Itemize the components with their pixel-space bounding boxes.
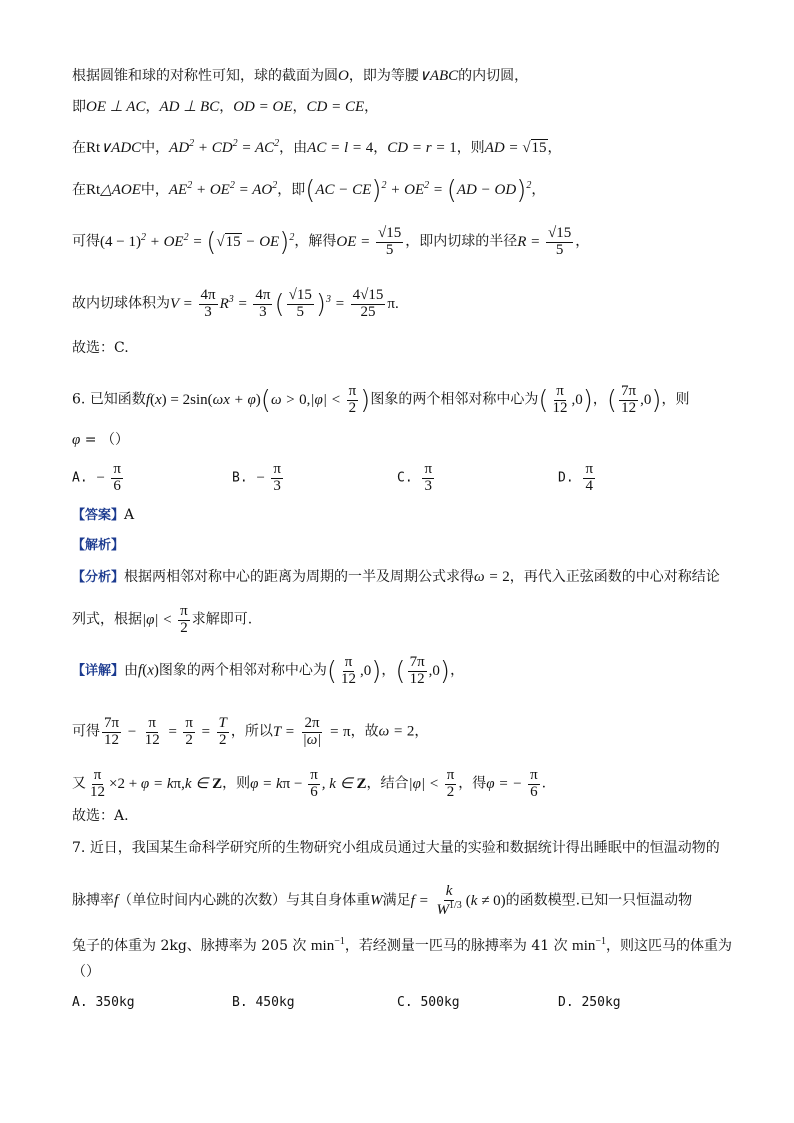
q6-fenxi-2: 列式，根据|φ| < $\frac{\pi}{2}$ 求解即可.	[72, 603, 253, 636]
solution-line-6: 故内切球体积为V = $\frac{4\pi}{3}$ $R^3$ = $\frac{4\pi}{3}$ ( $\frac{√15}{5}$ )$^3$ = $\frac{4√15}{25}$ π.	[72, 287, 399, 320]
q6-analysis-tag: 【解析】	[72, 538, 125, 553]
q7-option-d[interactable]: D. 250kg	[558, 995, 621, 1010]
q6-option-c[interactable]: C. $\frac{\pi}{3}$	[397, 461, 433, 494]
q7-option-b[interactable]: B. 450kg	[232, 995, 295, 1010]
q6-xiangjie-2: 可得 $\frac{7\pi}{12}$ − $\frac{\pi}{12}$ = $\frac{\pi}{2}$ = $\frac{T}{2}$ ，所以T = $\frac{2\pi}{|\omega|}$ = π，故ω = 2，	[72, 715, 429, 748]
q7-option-c[interactable]: C. 500kg	[397, 995, 460, 1010]
solution-line-3: 在Rt∨ADC中，$AD^2 + CD^2 = AC^2$，由AC = l = 4，CD = r = 1，则AD = √15，	[72, 138, 562, 156]
q6-option-b[interactable]: B. − $\frac{\pi}{3}$	[232, 461, 281, 494]
solution-line-4: 在Rt△AOE中，$AE^2 + OE^2 = AO^2$，即$(AC - CE)^2 + OE^2 = (AD - OD)^2$，	[72, 175, 546, 206]
q6-answer: 【答案】A	[72, 507, 135, 523]
solution-line-2: 即OE ⊥ AC，AD ⊥ BC，OD = OE，CD = CE，	[72, 99, 379, 115]
q7-line-3: 兔子的体重为 2kg、脉搏率为 205 次 $\min^{-1}$，若经测量一匹马的脉搏率为 41 次 $\min^{-1}$，则这匹马的体重为	[72, 936, 733, 954]
q6-xiangjie: 【详解】由f(x)图象的两个相邻对称中心为( $\frac{\pi}{12}$ ,0)，( $\frac{7\pi}{12}$ ,0)，	[72, 654, 465, 687]
q6-stem: 6. 已知函数f(x) = 2sin(ωx + φ)(ω > 0,|φ| < $\frac{\pi}{2}$ )图象的两个相邻对称中心为( $\frac{\pi}{12}$ ,0)，( $\frac{7\pi}{12}$ ,0)，则	[72, 383, 690, 416]
q6-xiangjie-3: 又 $\frac{\pi}{12}$ ×2 + φ = kπ,k ∈ Z，则φ = kπ − $\frac{\pi}{6}$ , k ∈ Z，结合|φ| < $\frac{\pi}{2}$ ，得φ = − $\frac{\pi}{6}$ .	[72, 767, 547, 800]
solution-line-5: 可得$(4 - 1)^2 + OE^2 = (√15 - OE)^2$，解得OE = $\frac{√15}{5}$ ，即内切球的半径R = $\frac{√15}{5}$ ，	[72, 225, 590, 258]
solution-line-1: 根据圆锥和球的对称性可知，球的截面为圆O，即为等腰∨ABC的内切圆，	[72, 68, 529, 84]
q6-stem-2: φ = （）	[72, 432, 129, 448]
q7-line-2: 脉搏率f（单位时间内心跳的次数）与其自身体重W满足f = $\frac{k}{W^{1/3}}$ (k ≠ 0)的函数模型.已知一只恒温动物	[72, 883, 693, 918]
q7-line-1: 7. 近日，我国某生命科学研究所的生物研究小组成员通过大量的实验和数据统计得出睡眠中的恒温动物的	[72, 840, 720, 856]
q6-choose: 故选：A.	[72, 808, 129, 824]
q6-fenxi: 【分析】根据两相邻对称中心的距离为周期的一半及周期公式求得ω = 2，再代入正弦函数的中心对称结论	[72, 569, 720, 585]
q6-option-a[interactable]: A. − $\frac{\pi}{6}$	[72, 461, 121, 494]
q6-option-d[interactable]: D. $\frac{\pi}{4}$	[558, 461, 594, 494]
prev-answer: 故选：C.	[72, 340, 129, 356]
q7-option-a[interactable]: A. 350kg	[72, 995, 135, 1010]
q7-line-4: （）	[72, 964, 100, 980]
